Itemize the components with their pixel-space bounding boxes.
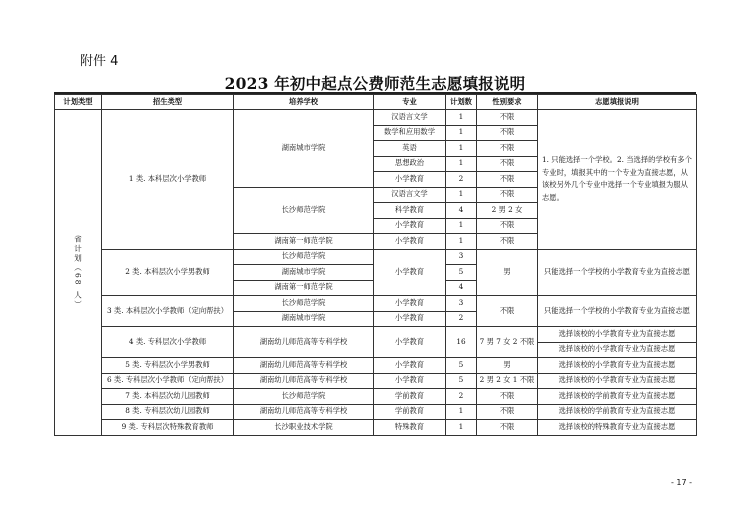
gender-cell: 不限 [477, 187, 538, 203]
plan-count-cell: 5 [446, 265, 477, 281]
gender-cell: 不限 [477, 141, 538, 157]
enroll-type-cell: 6 类. 专科层次小学教师（定向帮扶） [102, 373, 234, 389]
major-cell: 小学教育 [374, 327, 446, 358]
major-cell: 思想政治 [374, 156, 446, 172]
gender-cell: 不限 [477, 296, 538, 327]
header-cell: 专业 [374, 95, 446, 110]
major-cell: 英语 [374, 141, 446, 157]
school-cell: 湖南城市学院 [234, 265, 374, 281]
plan-count-cell: 1 [446, 125, 477, 141]
major-cell: 科学教育 [374, 203, 446, 219]
plan-type-cell: 省计划（68 人） [55, 110, 102, 436]
school-cell: 湖南城市学院 [234, 110, 374, 188]
page-title: 2023 年初中起点公费师范生志愿填报说明 [224, 74, 526, 93]
table-row [55, 373, 697, 389]
gender-cell: 不限 [477, 156, 538, 172]
plan-count-cell: 5 [446, 373, 477, 389]
school-cell: 湖南幼儿师范高等专科学校 [234, 404, 374, 420]
note-cell: 1. 只能选择一个学校。2. 当选择的学校有多个专业时，填报其中的一个专业为直接志愿，从该校另外几个专业中选择一个专业填报为服从志愿。 [538, 110, 697, 250]
header-cell: 培养学校 [234, 95, 374, 110]
gender-cell: 男 [477, 358, 538, 374]
plan-table [54, 94, 697, 436]
gender-cell: 不限 [477, 420, 538, 436]
plan-count-cell: 3 [446, 249, 477, 265]
note-cell: 选择该校的小学教育专业为直接志愿 [538, 327, 697, 343]
enroll-type-cell: 7 类. 本科层次幼儿园教师 [102, 389, 234, 405]
school-cell: 长沙师范学院 [234, 389, 374, 405]
major-cell: 学前教育 [374, 404, 446, 420]
major-cell: 小学教育 [374, 358, 446, 374]
gender-cell: 2 男 2 女 1 不限 [477, 373, 538, 389]
plan-count-cell: 1 [446, 110, 477, 126]
enroll-type-cell: 4 类. 专科层次小学教师 [102, 327, 234, 358]
table-row [55, 358, 697, 374]
gender-cell: 不限 [477, 110, 538, 126]
major-cell: 小学教育 [374, 373, 446, 389]
major-cell: 小学教育 [374, 218, 446, 234]
header-cell: 招生类型 [102, 95, 234, 110]
note-cell: 选择该校的特殊教育专业为直接志愿 [538, 420, 697, 436]
table-row [55, 296, 697, 312]
header-cell: 志愿填报说明 [538, 95, 697, 110]
gender-cell: 2 男 2 女 [477, 203, 538, 219]
enroll-type-cell: 5 类. 专科层次小学男教师 [102, 358, 234, 374]
table-row [55, 389, 697, 405]
plan-count-cell: 1 [446, 218, 477, 234]
plan-count-cell: 16 [446, 327, 477, 358]
note-cell: 选择该校的学前教育专业为直接志愿 [538, 389, 697, 405]
major-cell: 小学教育 [374, 172, 446, 188]
gender-cell: 7 男 7 女 2 不限 [477, 327, 538, 358]
table-header-row [55, 95, 697, 110]
gender-cell: 不限 [477, 218, 538, 234]
school-cell: 长沙师范学院 [234, 249, 374, 265]
note-cell: 选择该校的小学教育专业为直接志愿 [538, 373, 697, 389]
gender-cell: 不限 [477, 125, 538, 141]
school-cell: 湖南城市学院 [234, 311, 374, 327]
table-row [55, 327, 697, 343]
gender-cell: 不限 [477, 234, 538, 250]
major-cell: 小学教育 [374, 311, 446, 327]
table-row [55, 420, 697, 436]
plan-count-cell: 2 [446, 311, 477, 327]
gender-cell: 男 [477, 249, 538, 296]
note-cell: 选择该校的小学教育专业为直接志愿 [538, 342, 697, 358]
school-cell: 湖南幼儿师范高等专科学校 [234, 358, 374, 374]
plan-count-cell: 1 [446, 234, 477, 250]
major-cell: 汉语言文学 [374, 110, 446, 126]
table-row [55, 404, 697, 420]
plan-count-cell: 4 [446, 280, 477, 296]
gender-cell: 不限 [477, 172, 538, 188]
gender-cell: 不限 [477, 389, 538, 405]
enroll-type-cell: 3 类. 本科层次小学教师（定向帮扶） [102, 296, 234, 327]
enroll-type-cell: 8 类. 专科层次幼儿园教师 [102, 404, 234, 420]
school-cell: 湖南幼儿师范高等专科学校 [234, 327, 374, 358]
major-cell: 特殊教育 [374, 420, 446, 436]
plan-count-cell: 2 [446, 172, 477, 188]
major-cell: 数学和应用数学 [374, 125, 446, 141]
major-cell: 小学教育 [374, 296, 446, 312]
page-number: - 17 - [670, 478, 692, 487]
enroll-type-cell: 2 类. 本科层次小学男教师 [102, 249, 234, 296]
plan-count-cell: 3 [446, 296, 477, 312]
school-cell: 长沙师范学院 [234, 296, 374, 312]
plan-count-cell: 1 [446, 420, 477, 436]
note-cell: 选择该校的学前教育专业为直接志愿 [538, 404, 697, 420]
major-cell: 小学教育 [374, 234, 446, 250]
header-cell: 计划类型 [55, 95, 102, 110]
header-cell: 性别要求 [477, 95, 538, 110]
gender-cell: 不限 [477, 404, 538, 420]
attachment-label: 附件 4 [80, 54, 119, 69]
plan-count-cell: 1 [446, 156, 477, 172]
enroll-type-cell: 9 类. 专科层次特殊教育教师 [102, 420, 234, 436]
note-cell: 只能选择一个学校的小学教育专业为直接志愿 [538, 249, 697, 296]
enroll-type-cell: 1 类. 本科层次小学教师 [102, 110, 234, 250]
plan-count-cell: 5 [446, 358, 477, 374]
school-cell: 湖南第一师范学院 [234, 280, 374, 296]
plan-count-cell: 1 [446, 187, 477, 203]
note-cell: 选择该校的小学教育专业为直接志愿 [538, 358, 697, 374]
major-cell: 学前教育 [374, 389, 446, 405]
table-row [55, 110, 697, 126]
plan-count-cell: 4 [446, 203, 477, 219]
plan-count-cell: 1 [446, 141, 477, 157]
school-cell: 长沙职业技术学院 [234, 420, 374, 436]
header-cell: 计划数 [446, 95, 477, 110]
plan-count-cell: 2 [446, 389, 477, 405]
school-cell: 湖南第一师范学院 [234, 234, 374, 250]
major-cell: 小学教育 [374, 249, 446, 296]
school-cell: 湖南幼儿师范高等专科学校 [234, 373, 374, 389]
plan-count-cell: 1 [446, 404, 477, 420]
table-row [55, 249, 697, 265]
note-cell: 只能选择一个学校的小学教育专业为直接志愿 [538, 296, 697, 327]
major-cell: 汉语言文学 [374, 187, 446, 203]
school-cell: 长沙师范学院 [234, 187, 374, 234]
